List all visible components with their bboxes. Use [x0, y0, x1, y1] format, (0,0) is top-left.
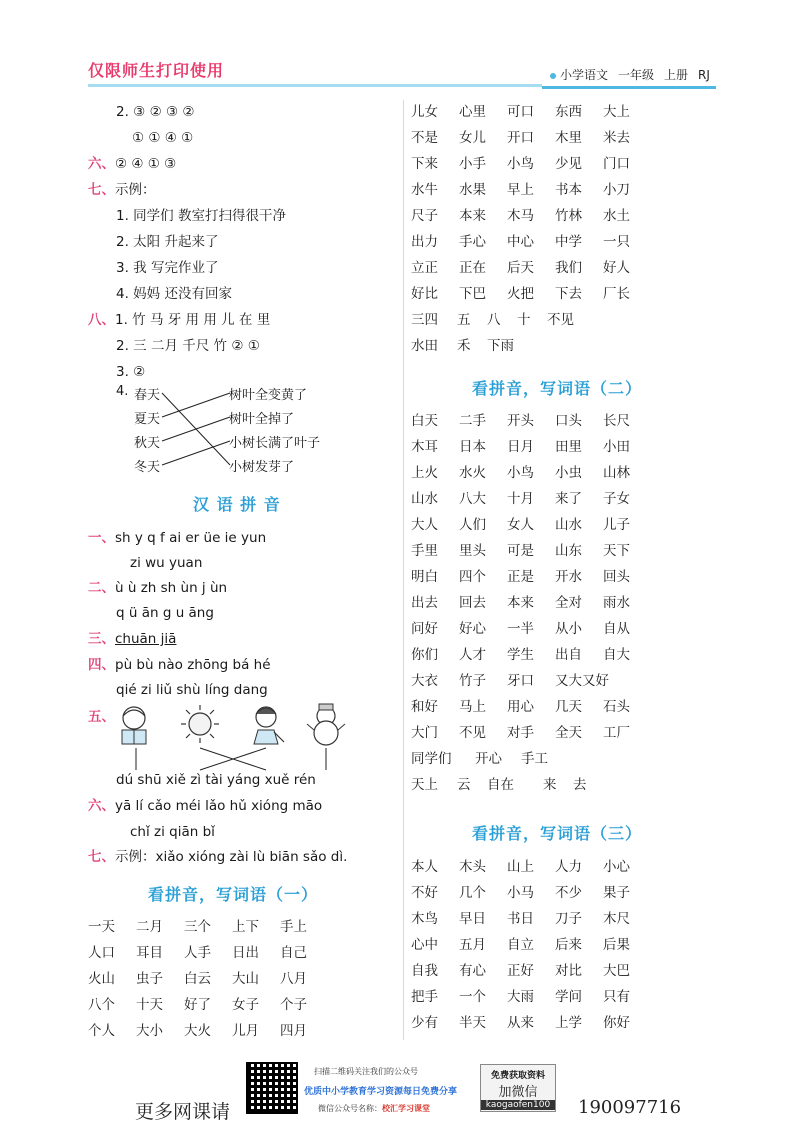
result-label: 小树长满了叶子 — [229, 436, 321, 451]
word-row: 大人 人们 女人 山水 儿子 — [411, 517, 630, 533]
answer-line: 2. 太阳 升起来了 — [116, 234, 219, 250]
header-left-bar — [88, 84, 542, 87]
word-row: 不好 几个 小马 不少 果子 — [411, 885, 630, 901]
word-row: 上火 水火 小鸟 小虫 山林 — [411, 465, 630, 481]
column-divider — [403, 100, 404, 1040]
pinyin-line: 二、ù ù zh sh ùn j ùn — [88, 580, 228, 596]
wechat-id: kaogaofen100 — [481, 1100, 555, 1110]
word-row: 心中 五月 自立 后来 后果 — [411, 937, 630, 953]
footer-wechat-account: 微信公众号名称：校汇学习课堂 — [318, 1104, 430, 1113]
word-row: 三四 五 八 十 不见 — [411, 312, 574, 328]
word-row: 白天 二手 开头 口头 长尺 — [411, 413, 630, 429]
word-row: 个人 大小 大火 儿月 四月 — [88, 1023, 307, 1039]
word-row: 同学们 开心 手工 — [411, 751, 548, 767]
word-row: 人口 耳目 人手 日出 自己 — [88, 945, 307, 961]
season-label: 春天 — [134, 388, 161, 403]
word-row: 木耳 日本 日月 田里 小田 — [411, 439, 630, 455]
footer-share-text: 优质中小学教育学习资源每日免费分享 — [304, 1087, 458, 1097]
pinyin-line: dú shū xiě zì tài yáng xuě rén — [116, 772, 316, 788]
word-row: 出力 手心 中心 中学 一只 — [411, 234, 630, 250]
word-row: 出去 回去 本来 全对 雨水 — [411, 595, 630, 611]
matching-lines — [160, 380, 232, 480]
word-row: 儿女 心里 可口 东西 大上 — [411, 104, 630, 120]
word-row: 少有 半天 从来 上学 你好 — [411, 1015, 630, 1031]
result-label: 小树发芽了 — [229, 460, 295, 475]
girl-reading-icon — [112, 702, 156, 746]
pinyin-line: 六、yā lí cǎo méi lǎo hǔ xióng māo — [88, 798, 323, 814]
pinyin-line: 一、sh y q f ai er üe ie yun — [88, 530, 267, 546]
header-course-info — [550, 66, 710, 83]
header-print-notice: 仅限师生打印使用 — [88, 61, 225, 80]
pinyin-line: 七、示例：xiǎo xióng zài lù biān sǎo dì. — [88, 849, 348, 865]
answer-line: 六、② ④ ① ③ — [88, 156, 177, 172]
season-label: 冬天 — [134, 460, 161, 475]
footer-scan-text: 扫描二维码关注我们的公众号 — [314, 1067, 418, 1076]
pinyin-line: 四、pù bù nào zhōng bá hé — [88, 657, 271, 673]
pinyin-section-title: 汉 语 拼 音 — [193, 495, 281, 514]
footer-contact-number: 190097716 — [578, 1097, 682, 1118]
boy-writing-icon — [244, 702, 288, 746]
qr-code-icon[interactable] — [246, 1062, 298, 1114]
answer-line: 七、示例： — [88, 182, 156, 198]
answer-line: 1. 同学们 教室打扫得很干净 — [116, 208, 286, 224]
word-row: 天上 云 自在 来 去 — [411, 777, 587, 793]
word-row: 不是 女儿 开口 木里 米去 — [411, 130, 630, 146]
word-row: 问好 好心 一半 从小 自从 — [411, 621, 630, 637]
section3-title: 看拼音，写词语（三） — [472, 824, 643, 843]
pinyin-line: q ü ān g u āng — [116, 605, 214, 621]
word-row: 尺子 本来 木马 竹林 水土 — [411, 208, 630, 224]
answer-line: 4. 妈妈 还没有回家 — [116, 286, 232, 302]
answer-line: ① ① ④ ① — [132, 130, 194, 146]
footer-more-courses: 更多网课请 — [135, 1101, 231, 1123]
word-row: 大衣 竹子 牙口 又大又好 — [411, 673, 609, 689]
snowman-icon — [304, 702, 348, 746]
word-row: 水田 禾 下雨 — [411, 338, 514, 354]
section2-title: 看拼音，写词语（二） — [472, 379, 643, 398]
pinyin-line: 五、 — [88, 709, 115, 725]
bullet-dot-icon — [550, 73, 556, 79]
word-row: 手里 里头 可是 山东 天下 — [411, 543, 630, 559]
match-prefix: 4. — [116, 384, 129, 399]
word-row: 立正 正在 后天 我们 好人 — [411, 260, 630, 276]
word-row: 山水 八大 十月 来了 子女 — [411, 491, 630, 507]
word-row: 好比 下巴 火把 下去 厂长 — [411, 286, 630, 302]
picture-matching-lines — [118, 746, 358, 774]
word-row: 木鸟 早日 书日 刀子 木尺 — [411, 911, 630, 927]
word-row: 大门 不见 对手 全天 工厂 — [411, 725, 630, 741]
word-row: 火山 虫子 白云 大山 八月 — [88, 971, 307, 987]
add-wechat-label: 加微信 — [498, 1085, 538, 1100]
pinyin-line: qié zi liǔ shù líng dang — [116, 682, 268, 698]
header-subject: 小学语文 — [560, 68, 609, 82]
header-volume: 上册 — [664, 68, 689, 82]
result-label: 树叶全变黄了 — [229, 388, 308, 403]
answer-line: 八、1. 竹 马 牙 用 用 儿 在 里 — [88, 312, 271, 328]
word-row: 八个 十天 好了 女子 个子 — [88, 997, 307, 1013]
word-row: 把手 一个 大雨 学问 只有 — [411, 989, 630, 1005]
word-row: 明白 四个 正是 开水 回头 — [411, 569, 630, 585]
answer-line: 3. ② — [116, 364, 146, 380]
word-row: 和好 马上 用心 几天 石头 — [411, 699, 630, 715]
word-row: 自我 有心 正好 对比 大巴 — [411, 963, 630, 979]
word-row: 水牛 水果 早上 书本 小刀 — [411, 182, 630, 198]
answer-line: 2. ③ ② ③ ② — [116, 104, 195, 120]
sun-icon — [178, 702, 222, 746]
pinyin-line: 三、chuān jiā — [88, 631, 177, 647]
word-row: 一天 二月 三个 上下 手上 — [88, 919, 307, 935]
season-label: 秋天 — [134, 436, 161, 451]
wechat-contact-box[interactable] — [480, 1064, 556, 1112]
section1-title: 看拼音，写词语（一） — [148, 885, 319, 904]
answer-line: 3. 我 写完作业了 — [116, 260, 219, 276]
header-edition: RJ — [698, 68, 710, 82]
pinyin-line: chǐ zi qiān bǐ — [130, 824, 215, 840]
free-materials-label: 免费获取资料 — [490, 1071, 545, 1081]
result-label: 树叶全掉了 — [229, 412, 295, 427]
pinyin-line: zi wu yuan — [130, 555, 203, 571]
answer-line: 2. 三 二月 千尺 竹 ② ① — [116, 338, 260, 354]
word-row: 你们 人才 学生 出自 自大 — [411, 647, 630, 663]
season-label: 夏天 — [134, 412, 161, 427]
word-row: 本人 木头 山上 人力 小心 — [411, 859, 630, 875]
header-grade: 一年级 — [618, 68, 655, 82]
word-row: 下来 小手 小鸟 少见 门口 — [411, 156, 630, 172]
